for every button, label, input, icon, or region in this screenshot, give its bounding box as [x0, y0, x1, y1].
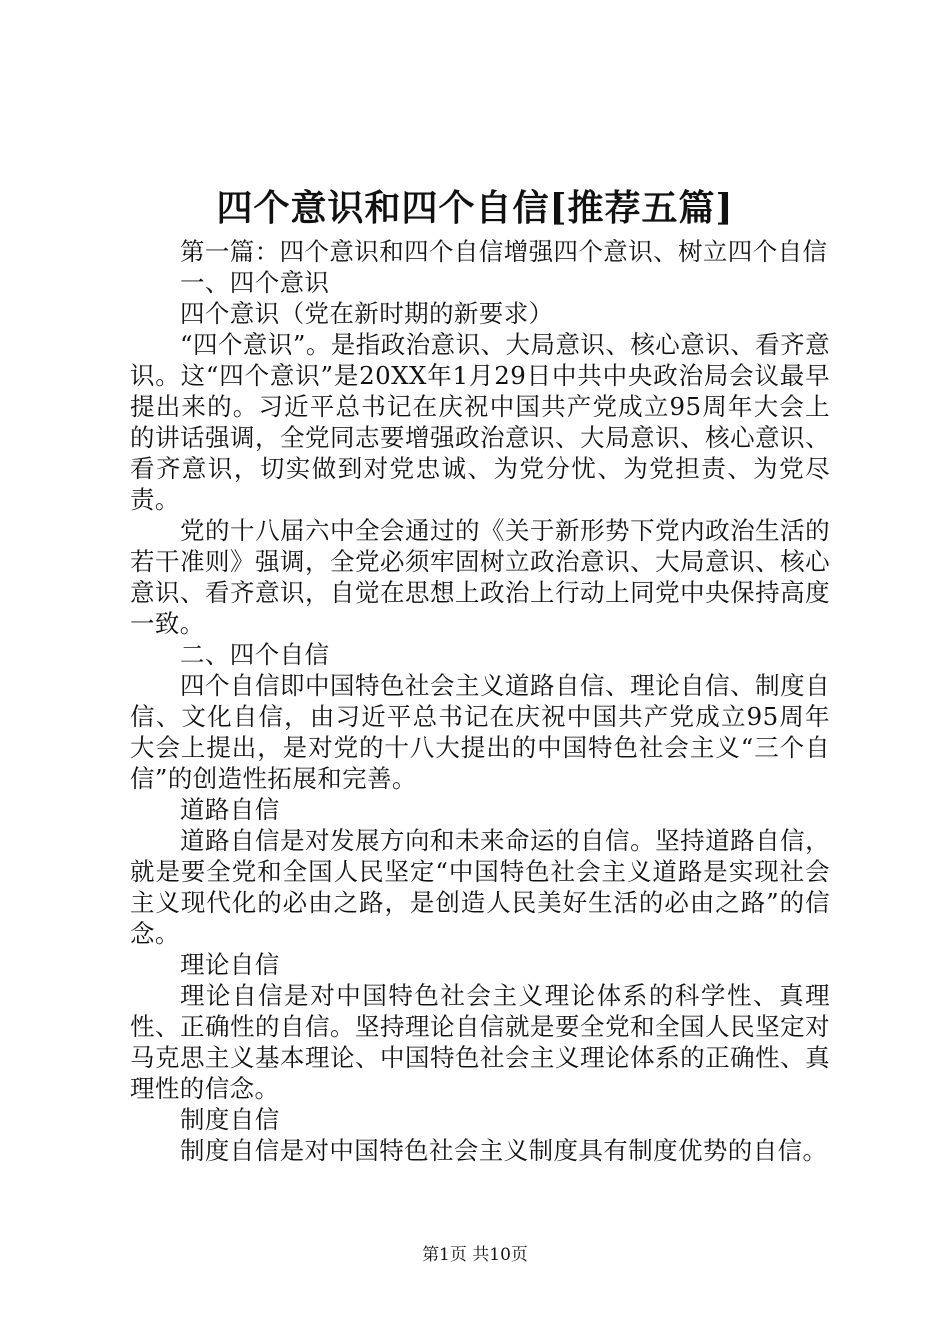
paragraph-body: 道路自信是对发展方向和未来命运的自信。坚持道路自信，就是要全党和全国人民坚定“中国特色社会主义道路是实现社会主义现代化的必由之路，是创造人民美好生活的必由之路”的信念。	[130, 826, 830, 948]
paragraph-body: 理论自信是对中国特色社会主义理论体系的科学性、真理性、正确性的自信。坚持理论自信就是要全党和全国人民坚定对马克思主义基本理论、中国特色社会主义理论体系的正确性、真理性的信念。	[130, 981, 830, 1103]
paragraph-heading-four-confidences: 二、四个自信	[180, 640, 330, 669]
paragraph-subheading: 制度自信	[180, 1105, 280, 1134]
document-body	[130, 236, 830, 1166]
paragraph-subheading: 道路自信	[180, 795, 280, 824]
paragraph-subheading: 理论自信	[180, 950, 280, 979]
document-title: 四个意识和四个自信[推荐五篇]	[216, 187, 734, 229]
page-number-footer: 第1页 共10页	[422, 1245, 528, 1265]
paragraph-body: 党的十八届六中全会通过的《关于新形势下党内政治生活的若干准则》强调，全党必须牢固树立政治意识、大局意识、核心意识、看齐意识，自觉在思想上政治上行动上同党中央保持高度一致。	[130, 516, 830, 638]
paragraph-section-heading: 第一篇：四个意识和四个自信增强四个意识、树立四个自信	[180, 237, 828, 266]
paragraph-body: 四个自信即中国特色社会主义道路自信、理论自信、制度自信、文化自信，由习近平总书记在庆祝中国共产党成立95周年大会上提出，是对党的十八大提出的中国特色社会主义“三个自信”的创造性拓展和完善。	[130, 671, 830, 793]
paragraph-heading-four-consciousness: 一、四个意识	[180, 268, 330, 297]
paragraph-body: “四个意识”。是指政治意识、大局意识、核心意识、看齐意识。这“四个意识”是20XX年1月29日中共中央政治局会议最早提出来的。习近平总书记在庆祝中国共产党成立95周年大会上的讲话强调，全党同志要增强政治意识、大局意识、核心意识、看齐意识，切实做到对党忠诚、为党分忧、为党担责、为党尽责。	[130, 330, 830, 514]
paragraph-body: 制度自信是对中国特色社会主义制度具有制度优势的自信。	[180, 1136, 828, 1165]
paragraph-subheading: 四个意识（党在新时期的新要求）	[180, 299, 554, 328]
